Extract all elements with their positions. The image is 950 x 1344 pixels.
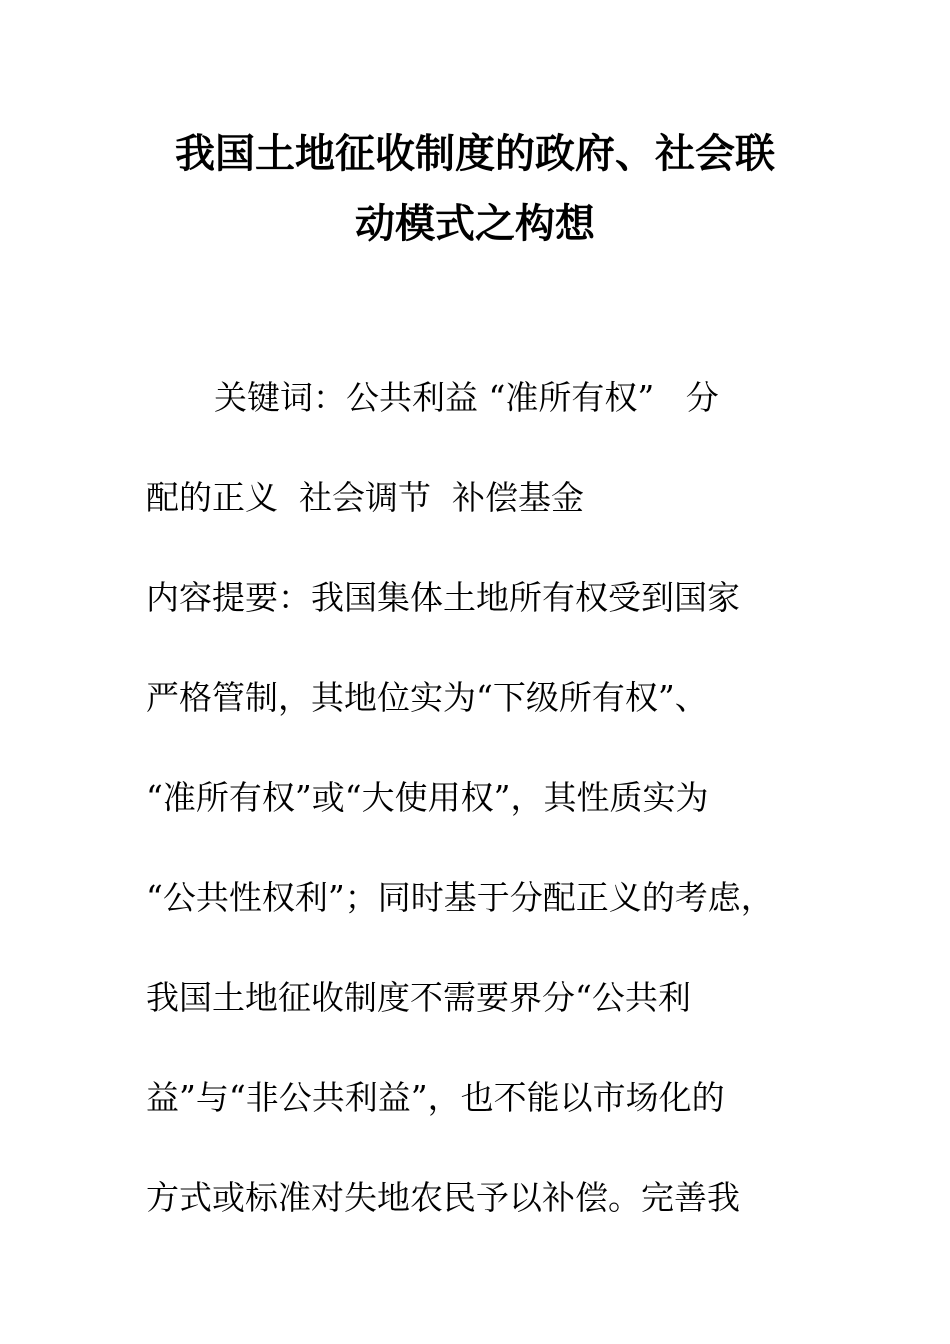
abstract-line-5: 我国土地征收制度不需要界分“公共利 [146,978,691,1017]
abstract-line-7: 方式或标准对失地农民予以补偿。完善我 [146,1178,740,1217]
abstract-line-1: 内容提要：我国集体土地所有权受到国家 [146,578,740,617]
abstract-line-4: “公共性权利”；同时基于分配正义的考虑， [146,878,774,917]
abstract-line-2: 严格管制，其地位实为“下级所有权”、 [146,678,708,717]
keywords-line-1: 关键词：公共利益 “准所有权” 分 [214,378,719,417]
abstract-line-6: 益”与“非公共利益”，也不能以市场化的 [146,1078,725,1117]
document-title-line-1: 我国土地征收制度的政府、社会联 [175,130,775,177]
document-title-line-2: 动模式之构想 [355,200,595,247]
keywords-line-2: 配的正义 社会调节 补偿基金 [146,478,584,517]
abstract-line-3: “准所有权”或“大使用权”，其性质实为 [146,778,709,817]
